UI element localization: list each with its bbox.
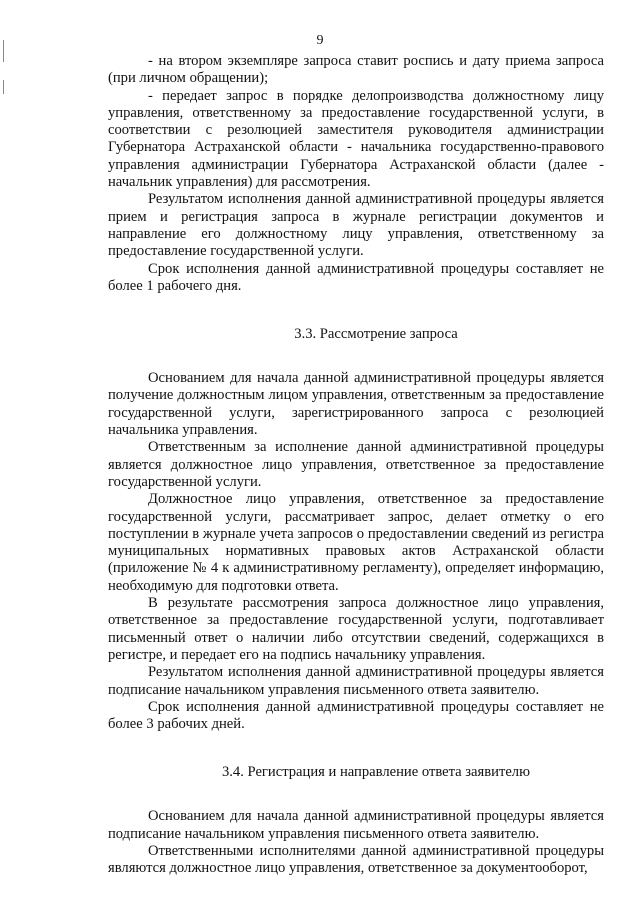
paragraph: Основанием для начала данной административной процедуры является получение должностным лицом управления, ответственным за предоставление государственной услуги, зарегистрированного запроса с резолюцией начальника управления. xyxy=(108,370,604,439)
paragraph: - передает запрос в порядке делопроизводства должностному лицу управления, ответственному за предоставление государственной услуги, в соответствии с резолюцией заместителя руководителя администрации Губернатора Астраханской области - начальника государственно-правового управления администрации Губернатора Астраханской области (далее - начальник управления) для рассмотрения. xyxy=(108,87,604,191)
paragraph: Срок исполнения данной административной процедуры составляет не более 3 рабочих дней. xyxy=(108,698,604,733)
paragraph: Основанием для начала данной административной процедуры является подписание начальником управления письменного ответа заявителю. xyxy=(108,808,604,842)
paragraph: Результатом исполнения данной административной процедуры является подписание начальником управления письменного ответа заявителю. xyxy=(108,664,604,698)
section-heading-3-3: 3.3. Рассмотрение запроса xyxy=(294,326,458,343)
paragraph: Должностное лицо управления, ответственное за предоставление государственной услуги, рассматривает запрос, делает отметку о его поступлении в журнале учета запросов о предоставлении сведений из регистра муниципальных нормативных правовых актов Астраханской области (приложение № 4 к административному регламенту), определяет информацию, необходимую для подготовки ответа. xyxy=(108,491,604,594)
section-heading-3-4: 3.4. Регистрация и направление ответа заявителю xyxy=(221,764,530,781)
paragraph: Ответственными исполнителями данной административной процедуры являются должностное лицо управления, ответственное за документооборот, xyxy=(108,842,604,877)
paragraph: В результате рассмотрения запроса должностное лицо управления, ответственное за предоставление государственной услуги, подготавливает письменный ответ о наличии либо отсутствии сведений, содержащихся в регистре, и передает его на подпись начальнику управления. xyxy=(108,595,604,663)
paragraph: Срок исполнения данной административной процедуры составляет не более 1 рабочего дня. xyxy=(108,260,604,294)
document-body xyxy=(108,53,604,878)
paragraph: - на втором экземпляре запроса ставит роспись и дату приема запроса (при личном обращении); xyxy=(108,53,604,87)
paragraph: Ответственным за исполнение данной административной процедуры является должностное лицо управления, ответственное за предоставление государственной услуги. xyxy=(108,439,604,490)
paragraph: Результатом исполнения данной административной процедуры является прием и регистрация запроса в журнале регистрации документов и направление его должностному лицу управления, ответственному за предоставление государственной услуги. xyxy=(108,191,604,260)
page-number: 9 xyxy=(316,33,324,48)
margin-mark xyxy=(3,80,4,94)
